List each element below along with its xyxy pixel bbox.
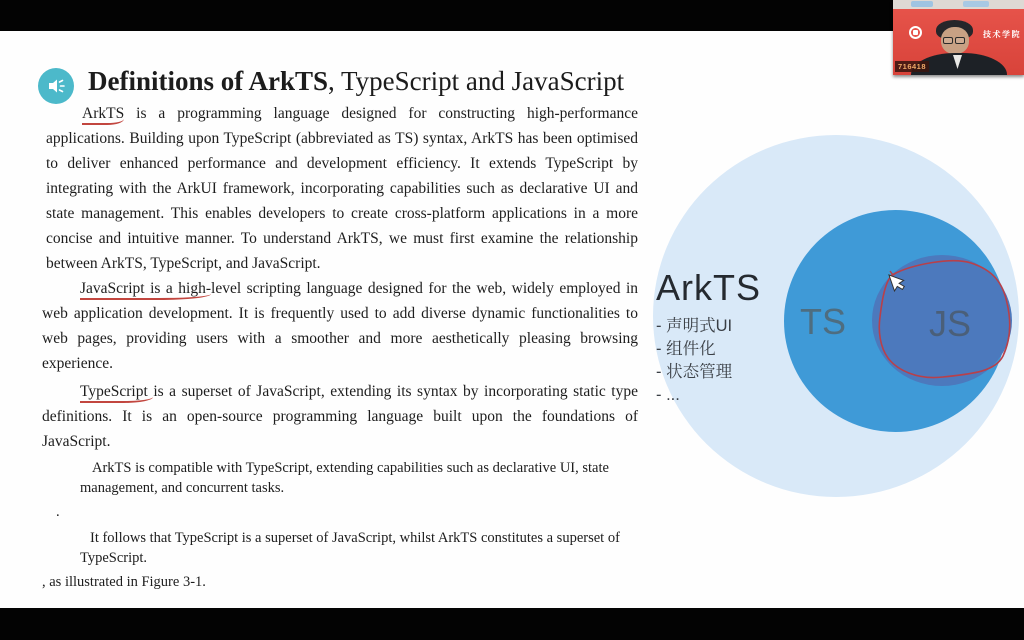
ceiling-light <box>963 1 989 7</box>
paragraph-typescript <box>42 379 638 454</box>
ceiling-light <box>911 1 933 7</box>
stray-period: . <box>56 504 60 520</box>
webcam-ceiling <box>893 0 1024 9</box>
college-logo-icon <box>909 26 922 39</box>
paragraph-arkts <box>46 101 638 276</box>
paragraph-javascript-text: level scripting language designed for the web, widely employed in web application development. It is frequently used to add diverse dynamic functionalities to web pages, providing users with a smoother and more aesthetically pleasing browsing experience. <box>42 280 638 372</box>
presenter-webcam[interactable] <box>893 0 1024 75</box>
venn-bullet-ellipsis: - ... <box>656 386 680 404</box>
venn-diagram <box>640 125 1024 515</box>
presenter-glasses <box>943 37 967 44</box>
banner-text: 技术学院 <box>983 30 1021 39</box>
paragraph-superset-conclusion: It follows that TypeScript is a superset of JavaScript, whilst ArkTS constitutes a superset of TypeScript. <box>80 530 620 566</box>
bottom-letterbox-bar <box>0 608 1024 640</box>
venn-bullet-componentization: - 组件化 <box>656 340 716 358</box>
red-pen-start-mark <box>890 271 896 275</box>
page-title-regular: , TypeScript and JavaScript <box>328 66 625 96</box>
typescript-underlined-term: TypeScript <box>80 383 153 403</box>
speaker-icon <box>45 75 67 97</box>
venn-js-label: JS <box>929 303 972 344</box>
glasses-lens <box>943 37 953 44</box>
page-title-bold: Definitions of ArkTS <box>88 66 329 96</box>
paragraph-typescript-text: is a superset of JavaScript, extending its syntax by incorporating static type definitions. It is an open-source programming language built upon the foundations of JavaScript. <box>42 383 638 450</box>
annotation-overlay <box>640 125 1024 515</box>
venn-bullet-declarative-ui: - 声明式UI <box>656 317 733 335</box>
figure-reference: , as illustrated in Figure 3-1. <box>42 574 206 590</box>
top-letterbox-bar <box>0 0 1024 31</box>
paragraph-compatibility: ArkTS is compatible with TypeScript, extending capabilities such as declarative UI, state management, and concurrent tasks. <box>80 460 609 496</box>
mouse-cursor <box>889 275 904 291</box>
venn-arkts-label: ArkTS <box>656 267 762 308</box>
arkts-underlined-term: ArkTS <box>82 105 124 125</box>
participant-id-badge: 716418 <box>895 61 929 72</box>
speaker-badge <box>38 68 74 104</box>
venn-bullet-state-management: - 状态管理 <box>656 363 733 381</box>
paragraph-javascript <box>42 276 638 376</box>
page-title <box>88 66 624 97</box>
paragraph-arkts-text: is a programming language designed for constructing high-performance applications. Building upon TypeScript (abbreviated as TS) syntax, ArkTS has been optimised to deliver enhanced performance and development efficiency. It extends TypeScript by integrating with the ArkUI framework, incorporating capabilities such as declarative UI and state management. This enables developers to create cross-platform applications in a more concise and intuitive manner. To understand ArkTS, we must first examine the relationship between ArkTS, TypeScript, and JavaScript. <box>46 105 638 272</box>
glasses-lens <box>955 37 965 44</box>
venn-ts-label: TS <box>800 301 847 342</box>
javascript-underlined-term: JavaScript is a high- <box>80 280 211 300</box>
